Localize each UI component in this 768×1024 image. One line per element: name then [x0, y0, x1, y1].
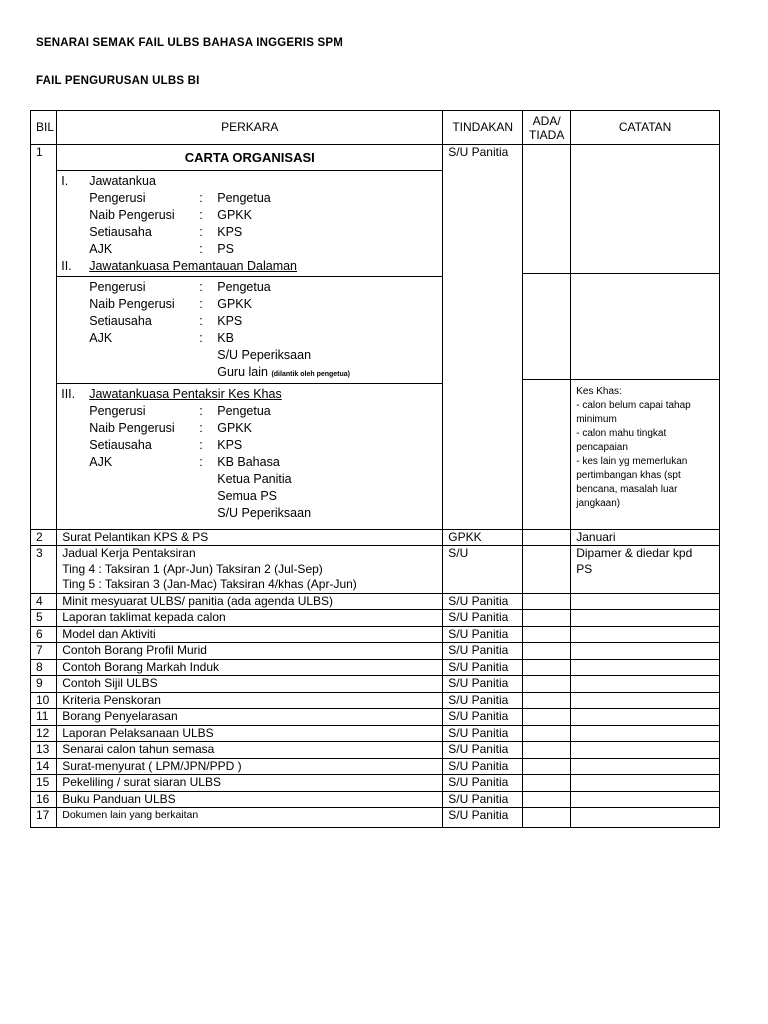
table-row — [31, 676, 720, 693]
catatan-cell — [571, 775, 720, 792]
document-subtitle: FAIL PENGURUSAN ULBS BI — [36, 75, 200, 87]
perkara-cell: Contoh Borang Markah Induk — [57, 659, 443, 676]
table-row-2 — [31, 529, 720, 546]
section-2: Pengerusi : Pengetua Naib Pengerusi : GPKK Setiausaha : KPS AJK : KB S/U Peperiksaan Guru lain (dilantik oleh pengetua) — [57, 277, 442, 384]
bil-cell: 10 — [31, 692, 57, 709]
perkara-cell: Surat Pelantikan KPS & PS — [57, 529, 443, 546]
catatan-cell — [571, 742, 720, 759]
catatan-cell — [571, 725, 720, 742]
table-row — [31, 758, 720, 775]
catatan-cell — [571, 593, 720, 610]
ada-tiada-cell[interactable] — [523, 546, 571, 594]
tindakan-cell: S/U Panitia — [443, 808, 523, 828]
perkara-cell: Dokumen lain yang berkaitan — [57, 808, 443, 828]
ada-tiada-cell[interactable] — [523, 643, 571, 660]
bil-cell: 7 — [31, 643, 57, 660]
perkara-cell: Minit mesyuarat ULBS/ panitia (ada agenda ULBS) — [57, 593, 443, 610]
catatan-cell — [571, 709, 720, 726]
tindakan-cell: S/U Panitia — [443, 692, 523, 709]
perkara-cell: Jadual Kerja Pentaksiran Ting 4 : Taksiran 1 (Apr-Jun) Taksiran 2 (Jul-Sep) Ting 5 : Taksiran 3 (Jan-Mac) Taksiran 4/khas (Apr-Jun) — [57, 546, 443, 594]
ada-tiada-cell[interactable] — [523, 145, 571, 530]
catatan-cell — [571, 659, 720, 676]
catatan-cell: Dipamer & diedar kpd PS — [571, 546, 720, 594]
catatan-cell — [571, 692, 720, 709]
checklist-table — [30, 110, 720, 828]
bil-cell: 14 — [31, 758, 57, 775]
bil-cell: 11 — [31, 709, 57, 726]
catatan-cell — [571, 610, 720, 627]
table-row — [31, 610, 720, 627]
bil-cell: 17 — [31, 808, 57, 828]
header-catatan: CATATAN — [571, 111, 720, 145]
section-1: I. Jawatankua Pengerusi : Pengetua Naib Pengerusi : GPKK Setiausaha : KPS AJK : PS II. Jawatankuasa Pemantauan Dalaman — [57, 171, 442, 277]
table-row — [31, 725, 720, 742]
perkara-cell: Contoh Sijil ULBS — [57, 676, 443, 693]
tindakan-cell: S/U Panitia — [443, 775, 523, 792]
bil-cell: 6 — [31, 626, 57, 643]
table-row — [31, 593, 720, 610]
catatan-cell — [571, 676, 720, 693]
ada-tiada-cell[interactable] — [523, 626, 571, 643]
perkara-cell: Buku Panduan ULBS — [57, 791, 443, 808]
header-tindakan: TINDAKAN — [443, 111, 523, 145]
header-bil: BIL — [31, 111, 57, 145]
table-row — [31, 791, 720, 808]
perkara-cell: Laporan taklimat kepada calon — [57, 610, 443, 627]
tindakan-cell: S/U Panitia — [443, 742, 523, 759]
catatan-cell — [571, 626, 720, 643]
bil-cell: 15 — [31, 775, 57, 792]
table-row — [31, 808, 720, 828]
bil-cell: 3 — [31, 546, 57, 594]
table-row — [31, 775, 720, 792]
perkara-cell: Surat-menyurat ( LPM/JPN/PPD ) — [57, 758, 443, 775]
kes-khas-note: Kes Khas: - calon belum capai tahap minimum - calon mahu tingkat pencapaian - kes lain yg memerlukan pertimbangan khas (spt bencana, masalah luar jangkaan) — [576, 386, 691, 509]
catatan-cell — [571, 758, 720, 775]
ada-tiada-cell[interactable] — [523, 610, 571, 627]
ada-tiada-cell[interactable] — [523, 808, 571, 828]
table-row — [31, 626, 720, 643]
catatan-cell — [571, 808, 720, 828]
bil-cell: 4 — [31, 593, 57, 610]
ada-tiada-cell[interactable] — [523, 742, 571, 759]
section-2-title: Jawatankuasa Pemantauan Dalaman — [89, 258, 298, 273]
tindakan-cell: S/U Panitia — [443, 659, 523, 676]
catatan-cell — [571, 145, 720, 530]
ada-tiada-cell[interactable] — [523, 676, 571, 693]
perkara-cell: Kriteria Penskoran — [57, 692, 443, 709]
table-row — [31, 692, 720, 709]
carta-heading: CARTA ORGANISASI — [57, 145, 442, 171]
table-row — [31, 709, 720, 726]
perkara-cell: Laporan Pelaksanaan ULBS — [57, 725, 443, 742]
section-3-title: Jawatankuasa Pentaksir Kes Khas — [89, 386, 282, 401]
bil-cell: 2 — [31, 529, 57, 546]
ada-tiada-cell[interactable] — [523, 791, 571, 808]
perkara-cell — [57, 145, 443, 530]
perkara-cell: Borang Penyelarasan — [57, 709, 443, 726]
tindakan-cell: GPKK — [443, 529, 523, 546]
tindakan-cell: S/U Panitia — [443, 791, 523, 808]
catatan-cell — [571, 643, 720, 660]
tindakan-cell: S/U Panitia — [443, 643, 523, 660]
header-perkara: PERKARA — [57, 111, 443, 145]
bil-cell: 16 — [31, 791, 57, 808]
perkara-cell: Senarai calon tahun semasa — [57, 742, 443, 759]
perkara-cell: Pekeliling / surat siaran ULBS — [57, 775, 443, 792]
tindakan-cell: S/U — [443, 546, 523, 594]
header-ada-tiada: ADA/ TIADA — [523, 111, 571, 145]
tindakan-cell: S/U Panitia — [443, 709, 523, 726]
ada-tiada-cell[interactable] — [523, 775, 571, 792]
section-1-title: Jawatankua — [89, 173, 156, 188]
tindakan-cell: S/U Panitia — [443, 593, 523, 610]
tindakan-cell: S/U Panitia — [443, 725, 523, 742]
perkara-cell: Contoh Borang Profil Murid — [57, 643, 443, 660]
tindakan-cell: S/U Panitia — [443, 145, 523, 530]
table-row — [31, 659, 720, 676]
ada-tiada-cell[interactable] — [523, 593, 571, 610]
table-row — [31, 742, 720, 759]
tindakan-cell: S/U Panitia — [443, 626, 523, 643]
appointment-note: (dilantik oleh pengetua) — [271, 370, 351, 378]
tindakan-cell: S/U Panitia — [443, 676, 523, 693]
ada-tiada-cell[interactable] — [523, 725, 571, 742]
section-3: III. Jawatankuasa Pentaksir Kes Khas Pengerusi : Pengetua Naib Pengerusi : GPKK Setiausaha : KPS AJK : KB Bahasa Ketua Panitia Semua PS S/U Peperiksaan — [57, 384, 442, 529]
bil-cell: 1 — [31, 145, 57, 530]
bil-cell: 8 — [31, 659, 57, 676]
ada-tiada-cell[interactable] — [523, 692, 571, 709]
tindakan-cell: S/U Panitia — [443, 758, 523, 775]
tindakan-cell: S/U Panitia — [443, 610, 523, 627]
catatan-cell — [571, 791, 720, 808]
table-header-row — [31, 111, 720, 145]
bil-cell: 13 — [31, 742, 57, 759]
ada-tiada-cell[interactable] — [523, 709, 571, 726]
ada-tiada-cell[interactable] — [523, 659, 571, 676]
table-row — [31, 643, 720, 660]
perkara-cell: Model dan Aktiviti — [57, 626, 443, 643]
table-row-3 — [31, 546, 720, 594]
bil-cell: 5 — [31, 610, 57, 627]
bil-cell: 12 — [31, 725, 57, 742]
ada-tiada-cell[interactable] — [523, 758, 571, 775]
ada-tiada-cell[interactable] — [523, 529, 571, 546]
bil-cell: 9 — [31, 676, 57, 693]
table-row-1 — [31, 145, 720, 530]
catatan-cell: Januari — [571, 529, 720, 546]
document-title: SENARAI SEMAK FAIL ULBS BAHASA INGGERIS SPM — [36, 37, 343, 49]
